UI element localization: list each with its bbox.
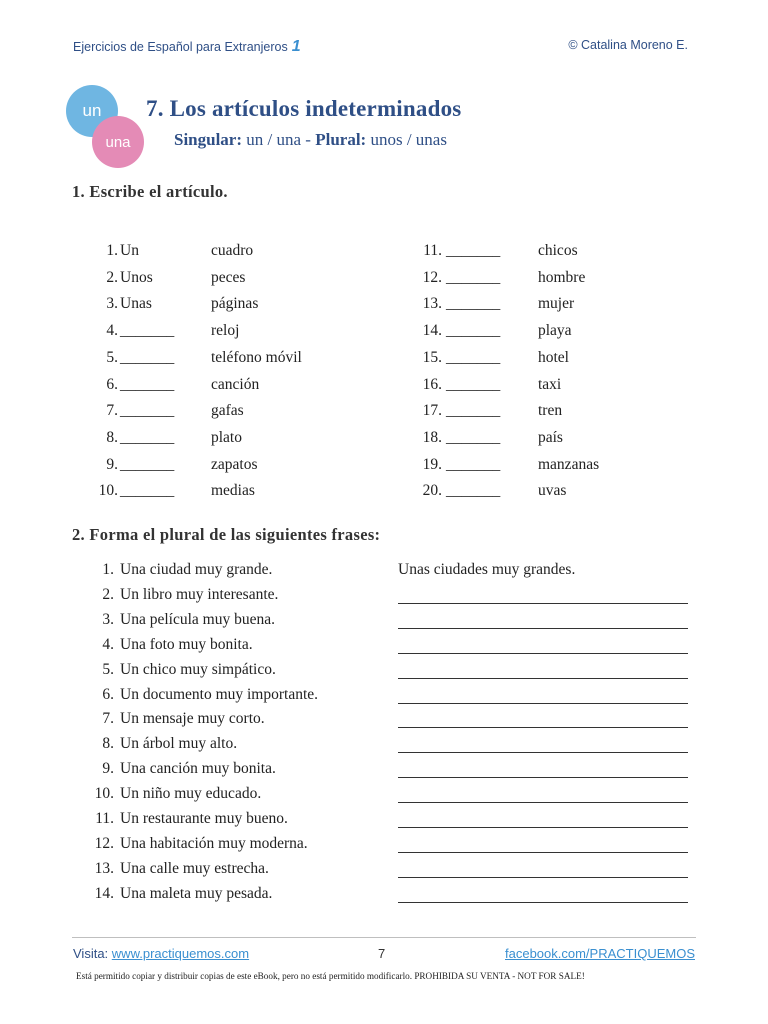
badge-un: un [66,85,118,137]
article-blank[interactable]: _______ [120,455,175,473]
answer-line[interactable] [398,603,688,604]
noun: hotel [538,348,569,366]
item-number: 6. [102,685,114,703]
article-blank[interactable]: _______ [120,428,175,446]
exercise1-row [90,349,730,373]
singular-phrase: Un mensaje muy corto. [120,710,265,728]
noun: playa [538,322,572,340]
item-number: 4. [102,635,114,653]
item-number: 19. [422,455,442,473]
exercise2-row [90,586,710,610]
item-number: 5. [106,348,118,366]
article-blank[interactable]: _______ [446,295,501,313]
item-number: 10. [98,482,118,500]
header-title [73,38,301,56]
noun: canción [211,375,260,393]
exercise1-row [90,402,730,426]
article-blank[interactable]: _______ [120,402,175,420]
page-title: 7. Los artículos indeterminados [146,96,462,121]
plural-answer: Unas ciudades muy grandes. [398,561,576,578]
answer-line[interactable] [398,877,688,878]
article-blank[interactable]: Unas [120,295,152,313]
item-number: 13. [422,295,442,313]
exercise2-row [90,885,710,909]
volume-number: 1 [291,38,301,55]
copyright-notice: Está permitido copiar y distribuir copias de este eBook, pero no está permitido modificarlo. PROHIBIDA SU VENTA - NOT FOR SALE! [76,971,585,981]
singular-phrase: Un chico muy simpático. [120,660,276,678]
footer-visit [73,946,249,961]
item-number: 6. [106,375,118,393]
visit-label: Visita: [73,946,109,961]
article-blank[interactable]: _______ [446,455,501,473]
item-number: 16. [422,375,442,393]
noun: taxi [538,375,562,393]
exercise2-row [90,760,710,784]
singular-phrase: Una maleta muy pesada. [120,884,273,902]
noun: manzanas [538,455,600,473]
item-number: 1. [106,242,118,259]
noun: tren [538,402,563,420]
singular-label: Singular: [174,130,243,149]
exercise1-row [90,482,730,506]
singular-phrase: Un niño muy educado. [120,785,262,803]
article-blank[interactable]: _______ [446,402,501,420]
singular-phrase: Un árbol muy alto. [120,735,238,753]
answer-line[interactable] [398,678,688,679]
answer-line[interactable] [398,802,688,803]
singular-phrase: Una foto muy bonita. [120,635,253,653]
answer-line[interactable] [398,777,688,778]
article-blank[interactable]: Unos [120,268,153,286]
item-number: 9. [106,455,118,473]
singular-phrase: Una ciudad muy grande. [120,561,273,578]
answer-line[interactable] [398,727,688,728]
badge-una: una [92,116,144,168]
article-blank[interactable]: _______ [120,482,175,500]
answer-line[interactable] [398,628,688,629]
article-blank[interactable]: _______ [120,322,175,340]
item-number: 3. [102,610,114,628]
noun: zapatos [211,455,258,473]
exercise1-row [90,242,730,266]
item-number: 12. [422,268,442,286]
noun: mujer [538,295,575,313]
exercise2-row [90,611,710,635]
exercise2-row [90,735,710,759]
noun: páginas [211,295,259,313]
exercise1-heading: 1. Escribe el artículo. [72,182,228,201]
item-number: 11. [423,242,442,259]
noun: teléfono móvil [211,348,302,366]
item-number: 9. [102,760,114,778]
answer-line[interactable] [398,752,688,753]
website-link[interactable]: www.practiquemos.com [111,946,250,961]
exercise1-row [90,322,730,346]
singular-phrase: Una película muy buena. [120,610,275,628]
answer-line[interactable] [398,852,688,853]
item-number: 7. [106,402,118,420]
page-number: 7 [378,946,386,961]
noun: medias [211,482,255,500]
plural-label: Plural: [315,130,367,149]
article-blank[interactable]: _______ [446,428,501,446]
exercise1-row [90,295,730,319]
exercise2-row [90,636,710,660]
article-blank[interactable]: _______ [446,348,501,366]
singular-phrase: Una habitación muy moderna. [120,834,308,852]
exercise2-row [90,785,710,809]
item-number: 4. [106,322,118,340]
item-number: 8. [102,735,114,753]
singular-phrase: Un documento muy importante. [120,685,319,703]
item-number: 14. [94,884,114,902]
noun: hombre [538,268,586,286]
answer-line[interactable] [398,827,688,828]
header-copyright: © Catalina Moreno E. [568,38,688,52]
article-blank[interactable]: Un [120,242,139,259]
noun: chicos [538,242,578,259]
exercise1-row [90,269,730,293]
noun: peces [211,268,246,286]
item-number: 2. [102,585,114,603]
item-number: 11. [95,810,114,827]
noun: plato [211,428,242,446]
item-number: 18. [422,428,442,446]
exercise1-row [90,456,730,480]
item-number: 5. [102,660,114,678]
item-number: 1. [102,561,114,578]
facebook-link[interactable]: facebook.com/PRACTIQUEMOS [505,946,695,961]
article-blank[interactable]: _______ [120,348,175,366]
plural-value: unos / unas [370,130,447,149]
item-number: 8. [106,428,118,446]
exercise2-row [90,661,710,685]
exercise2-row [90,835,710,859]
item-number: 14. [422,322,442,340]
noun: uvas [538,482,567,500]
exercise2-row [90,561,710,585]
noun: país [538,428,563,446]
singular-phrase: Un libro muy interesante. [120,585,279,603]
article-blank[interactable]: _______ [446,268,501,286]
exercise2-row [90,860,710,884]
answer-line[interactable] [398,653,688,654]
exercise1-row [90,429,730,453]
header-title-text: Ejercicios de Español para Extranjeros [73,40,288,54]
exercise2-row [90,686,710,710]
singular-phrase: Un restaurante muy bueno. [120,810,288,827]
exercise2-row [90,810,710,834]
article-blank[interactable]: _______ [446,482,501,500]
item-number: 20. [422,482,442,500]
item-number: 2. [106,268,118,286]
answer-line[interactable] [398,902,688,903]
noun: gafas [211,402,244,420]
item-number: 17. [422,402,442,420]
article-blank[interactable]: _______ [446,375,501,393]
article-blank[interactable]: _______ [446,322,501,340]
article-blank[interactable]: _______ [446,242,501,259]
singular-value: un / una - [246,130,311,149]
footer-divider [72,937,696,938]
article-blank[interactable]: _______ [120,375,175,393]
noun: cuadro [211,242,254,259]
exercise1-row [90,376,730,400]
noun: reloj [211,322,240,340]
page-subtitle [174,130,447,150]
exercise2-heading: 2. Forma el plural de las siguientes frases: [72,525,381,544]
singular-phrase: Una calle muy estrecha. [120,859,269,877]
item-number: 10. [94,785,114,803]
answer-line[interactable] [398,703,688,704]
item-number: 12. [94,834,114,852]
item-number: 3. [106,295,118,313]
exercise2-row [90,710,710,734]
item-number: 7. [102,710,114,728]
item-number: 15. [422,348,442,366]
item-number: 13. [94,859,114,877]
singular-phrase: Una canción muy bonita. [120,760,276,778]
